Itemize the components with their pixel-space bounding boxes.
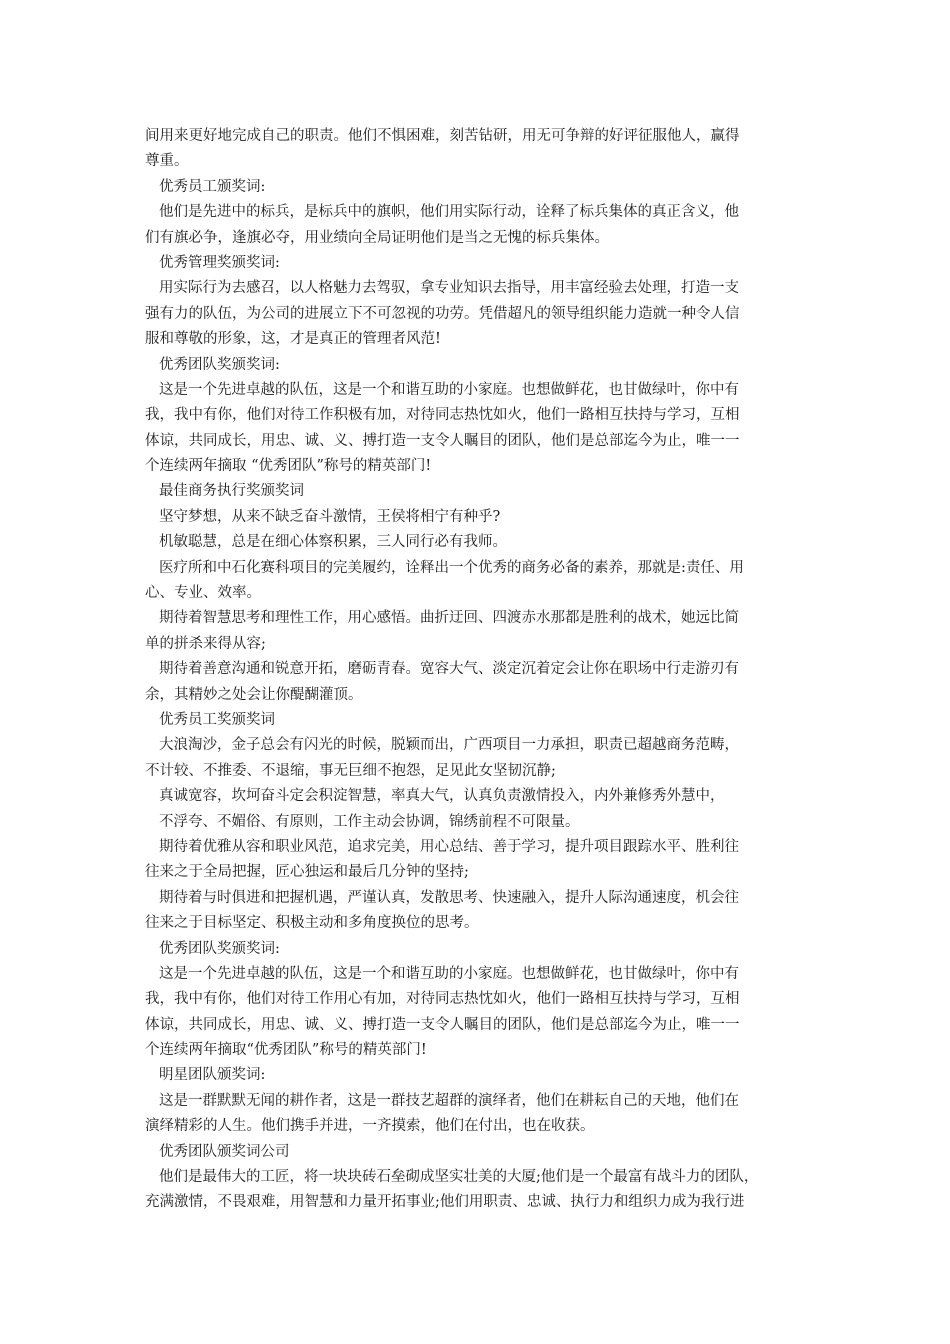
text-line: 我，我中有你，他们对待工作用心有加，对待同志热忱如火，他们一路相互扶持与学习，互相 xyxy=(145,991,740,1008)
section-heading: 优秀团队奖颁奖词: xyxy=(159,940,280,957)
text-line: 单的拼杀来得从容; xyxy=(145,635,266,652)
text-line: 他们是先进中的标兵，是标兵中的旗帜，他们用实际行动，诠释了标兵集体的真正含义，他 xyxy=(159,204,739,221)
text-line: 体谅，共同成长，用忠、诚、义、搏打造一支令人瞩目的团队，他们是总部迄今为止，唯一一 xyxy=(145,432,740,449)
text-line: 医疗所和中石化赛科项目的完美履约，诠释出一个优秀的商务必备的素养，那就是:责任、用 xyxy=(159,559,744,576)
text-line: 不计较、不推委、不退缩，事无巨细不抱怨，足见此女坚韧沉静; xyxy=(145,762,556,779)
text-line: 充满激情，不畏艰难，用智慧和力量开拓事业;他们用职责、忠诚、执行力和组织力成为我行进 xyxy=(145,1194,745,1211)
text-line: 期待着善意沟通和锐意开拓，磨砺青春。宽容大气、淡定沉着定会让你在职场中行走游刃有 xyxy=(159,661,739,678)
text-line: 个连续两年摘取“优秀团队”称号的精英部门! xyxy=(145,1042,427,1059)
text-line: 余，其精妙之处会让你醍醐灌顶。 xyxy=(145,686,363,703)
document-body xyxy=(145,124,817,1216)
text-line: 大浪淘沙，金子总会有闪光的时候，脱颖而出，广西项目一力承担，职责已超越商务范畴， xyxy=(159,737,739,754)
text-line: 用实际行为去感召，以人格魅力去驾驭，拿专业知识去指导，用丰富经验去处理，打造一支 xyxy=(159,280,739,297)
section-heading: 最佳商务执行奖颁奖词 xyxy=(159,483,304,500)
text-line: 我，我中有你，他们对待工作积极有加，对待同志热忱如火，他们一路相互扶持与学习，互相 xyxy=(145,407,740,424)
text-line: 间用来更好地完成自己的职责。他们不惧困难，刻苦钻研，用无可争辩的好评征服他人，赢得 xyxy=(145,128,740,144)
text-line: 期待着与时俱进和把握机遇，严谨认真，发散思考、快速融入，提升人际沟通速度，机会往 xyxy=(159,889,739,906)
section-heading: 优秀员工奖颁奖词 xyxy=(159,711,275,728)
section-heading: 优秀员工颁奖词: xyxy=(159,178,266,195)
section-heading: 优秀管理奖颁奖词: xyxy=(159,254,280,271)
text-line: 强有力的队伍，为公司的进展立下不可忽视的功劳。凭借超凡的领导组织能力造就一种令人信 xyxy=(145,305,740,322)
text-line: 往来之于目标坚定、积极主动和多角度换位的思考。 xyxy=(145,915,479,932)
text-line: 服和尊敬的形象，这，才是真正的管理者风范! xyxy=(145,331,441,348)
text-line: 心、专业、效率。 xyxy=(145,585,261,602)
text-line: 不浮夸、不媚俗、有原则，工作主动会协调，锦绣前程不可限量。 xyxy=(159,813,580,830)
text-line: 这是一个先进卓越的队伍，这是一个和谐互助的小家庭。也想做鲜花，也甘做绿叶，你中有 xyxy=(159,965,739,982)
text-line: 期待着智慧思考和理性工作，用心感悟。曲折迂回、四渡赤水那都是胜利的战术，她远比简 xyxy=(159,610,739,627)
text-line: 体谅，共同成长，用忠、诚、义、搏打造一支令人瞩目的团队，他们是总部迄今为止，唯一一 xyxy=(145,1016,740,1033)
text-line: 个连续两年摘取 “优秀团队”称号的精英部门! xyxy=(145,458,432,475)
text-line: 这是一群默默无闻的耕作者，这是一群技艺超群的演绎者，他们在耕耘自己的天地，他们在 xyxy=(159,1092,739,1109)
text-line: 尊重。 xyxy=(145,153,189,170)
text-line: 往来之于全局把握，匠心独运和最后几分钟的坚持; xyxy=(145,864,469,881)
text-line: 机敏聪慧，总是在细心体察积累，三人同行必有我师。 xyxy=(159,534,507,551)
text-line: 期待着优雅从容和职业风范，追求完美，用心总结、善于学习，提升项目跟踪水平、胜利往 xyxy=(159,838,739,855)
text-line: 真诚宽容，坎坷奋斗定会积淀智慧，率真大气，认真负责激情投入，内外兼修秀外慧中， xyxy=(159,788,725,805)
section-heading: 优秀团队奖颁奖词: xyxy=(159,356,280,373)
text-line: 他们是最伟大的工匠，将一块块砖石垒砌成坚实壮美的大厦;他们是一个最富有战斗力的团队， xyxy=(159,1169,759,1186)
section-heading: 优秀团队颁奖词公司 xyxy=(159,1143,290,1160)
text-line: 们有旗必争，逢旗必夺，用业绩向全局证明他们是当之无愧的标兵集体。 xyxy=(145,229,609,246)
text-line: 坚守梦想，从来不缺乏奋斗激情，王侯将相宁有种乎? xyxy=(159,508,501,525)
text-line: 这是一个先进卓越的队伍，这是一个和谐互助的小家庭。也想做鲜花，也甘做绿叶，你中有 xyxy=(159,381,739,398)
text-line: 演绎精彩的人生。他们携手并进，一齐摸索，他们在付出，也在收获。 xyxy=(145,1118,595,1135)
section-heading: 明星团队颁奖词: xyxy=(159,1067,266,1084)
